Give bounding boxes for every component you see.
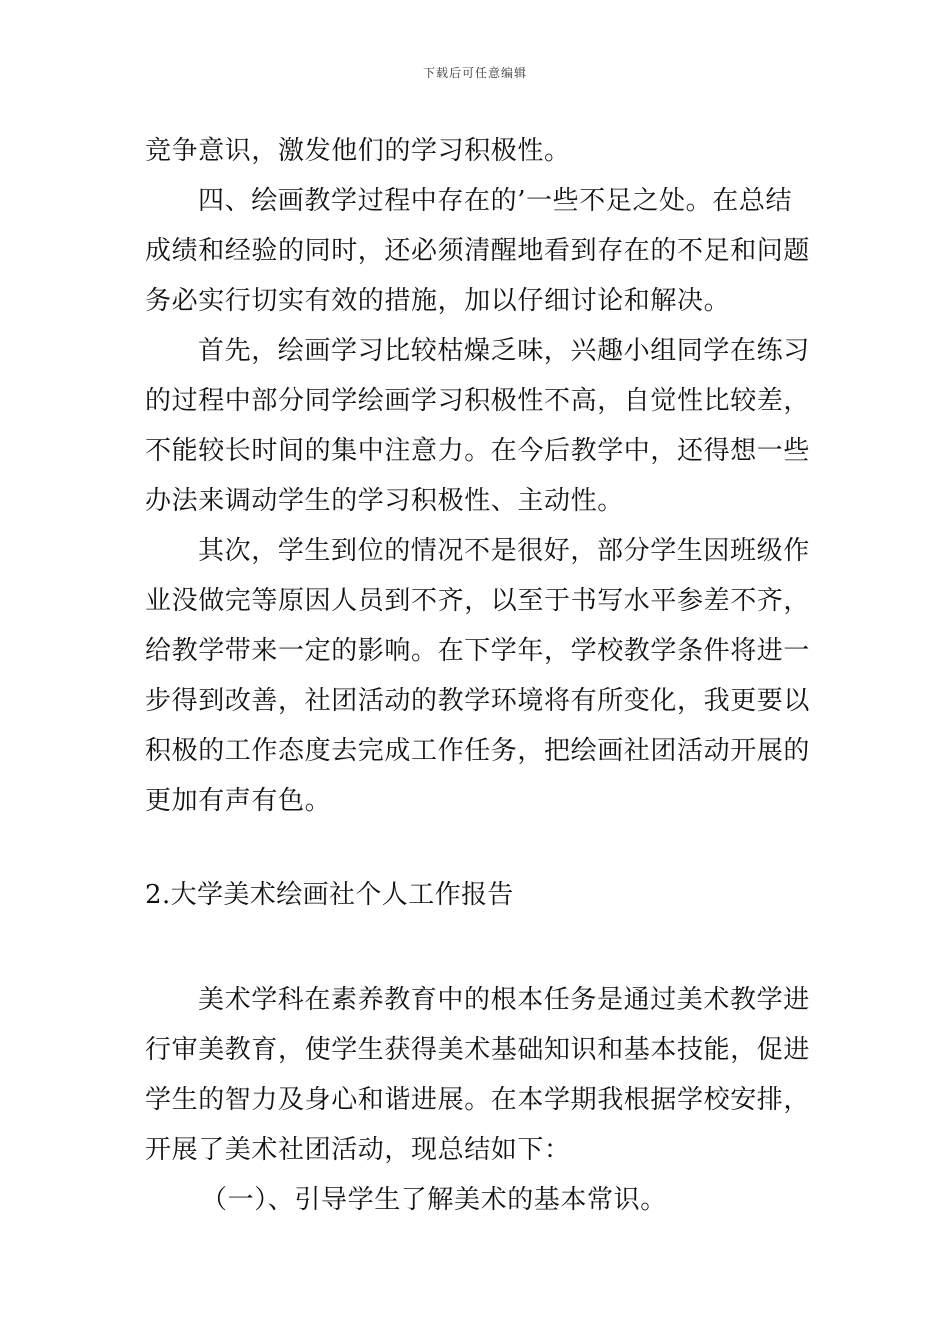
paragraph-line: 积极的工作态度去完成工作任务，把绘画社团活动开展的 (145, 736, 811, 766)
paragraph-line: 的过程中部分同学绘画学习积极性不高，自觉性比较差， (145, 386, 811, 416)
document-body (145, 126, 810, 1225)
paragraph-line: 首先，绘画学习比较枯燥乏味，兴趣小组同学在练习 (198, 336, 810, 366)
paragraph-line: 业没做完等原因人员到不齐，以至于书写水平参差不齐， (145, 586, 811, 616)
paragraph-line: 办法来调动学生的学习积极性、主动性。 (145, 486, 624, 516)
paragraph-line: 其次，学生到位的情况不是很好，部分学生因班级作 (198, 536, 810, 566)
paragraph-line: 务必实行切实有效的措施，加以仔细讨论和解决。 (145, 286, 731, 316)
paragraph-line: 更加有声有色。 (145, 786, 332, 816)
paragraph-line: 四、绘画教学过程中存在的’一些不足之处。在总结 (198, 186, 793, 216)
paragraph-line: 学生的智力及身心和谐进展。在本学期我根据学校安排， (145, 1085, 811, 1115)
section-spacer (145, 920, 810, 975)
page-header-note: 下载后可任意编辑 (422, 66, 527, 80)
paragraph-line: 步得到改善，社团活动的教学环境将有所变化，我更要以 (145, 686, 811, 716)
section-spacer (145, 826, 810, 870)
paragraph-line: 竞争意识，激发他们的学习积极性。 (145, 136, 571, 166)
paragraph-line: 美术学科在素养教育中的根本任务是通过美术教学进 (198, 985, 810, 1015)
paragraph-line: 不能较长时间的集中注意力。在今后教学中，还得想一些 (145, 436, 811, 466)
paragraph-line: 成绩和经验的同时，还必须清醒地看到存在的不足和问题 (145, 236, 811, 266)
paragraph-line: 行审美教育，使学生获得美术基础知识和基本技能，促进 (145, 1035, 811, 1065)
paragraph-line: 给教学带来一定的影响。在下学年，学校教学条件将进一 (145, 636, 811, 666)
subsection-heading: （一）、引导学生了解美术的基本常识。 (201, 1185, 667, 1215)
paragraph-line: 开展了美术社团活动，现总结如下： (145, 1135, 571, 1165)
section-heading: 2.大学美术绘画社个人工作报告 (145, 880, 514, 910)
